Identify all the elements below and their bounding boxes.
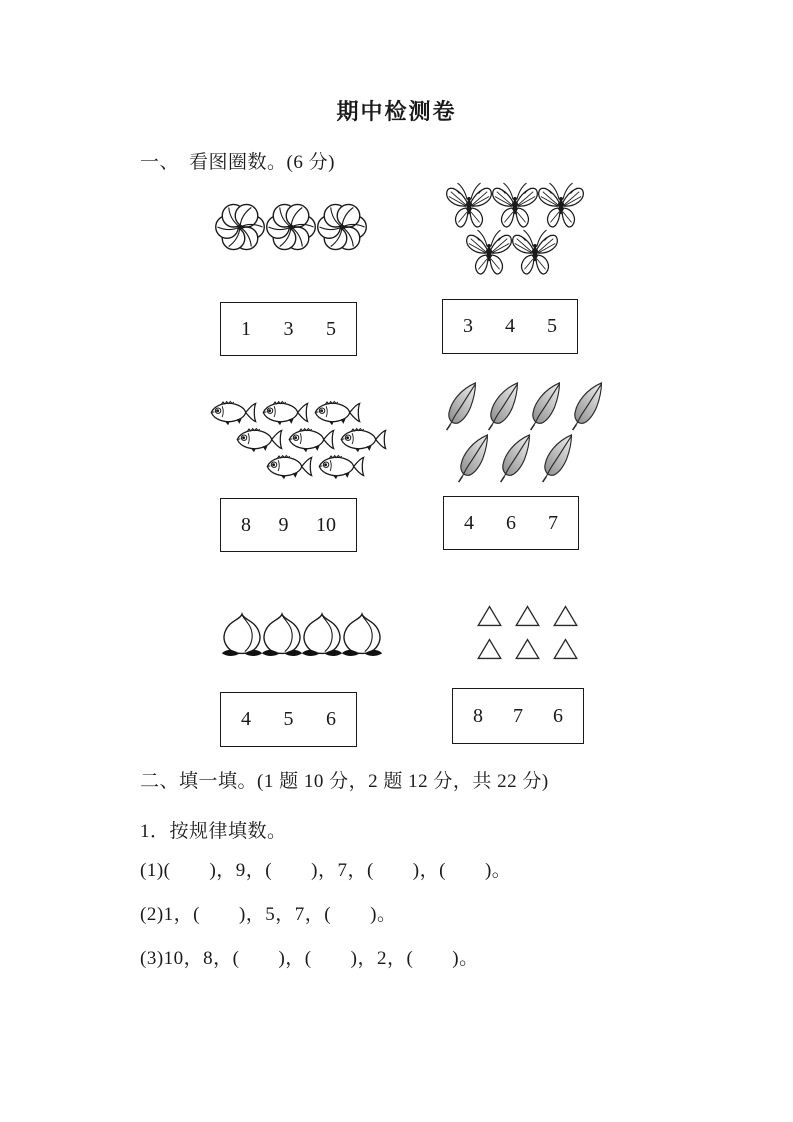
option-number: 1 bbox=[241, 317, 251, 340]
fish-icon bbox=[208, 398, 258, 427]
leaves-row bbox=[454, 433, 610, 483]
fish-icon bbox=[260, 398, 310, 427]
picture-peaches bbox=[221, 606, 381, 666]
fish-icon bbox=[234, 425, 284, 454]
picture-triangles bbox=[476, 604, 590, 661]
leaf-icon bbox=[442, 381, 482, 431]
option-number: 6 bbox=[506, 511, 516, 534]
option-number: 4 bbox=[241, 708, 251, 730]
peach-icon bbox=[261, 606, 303, 666]
question-1-label: 1．按规律填数。 bbox=[140, 821, 287, 842]
peach-icon bbox=[341, 606, 383, 666]
option-number: 5 bbox=[326, 317, 336, 340]
flower-icon bbox=[265, 199, 317, 255]
fish-icon bbox=[286, 425, 336, 454]
triangle-icon bbox=[476, 604, 503, 628]
fish-row bbox=[234, 425, 390, 454]
option-number: 8 bbox=[473, 704, 483, 727]
options-box-flowers bbox=[220, 302, 357, 356]
flowers-row bbox=[214, 199, 367, 255]
option-number: 6 bbox=[326, 708, 336, 730]
picture-fish bbox=[208, 398, 390, 481]
option-number: 5 bbox=[547, 315, 557, 337]
butterfly-icon bbox=[511, 229, 559, 281]
option-number: 7 bbox=[548, 511, 558, 534]
fish-row bbox=[208, 398, 390, 427]
picture-butterflies bbox=[445, 182, 583, 281]
option-number: 8 bbox=[241, 513, 251, 536]
option-number: 10 bbox=[316, 513, 336, 536]
option-number: 3 bbox=[463, 315, 473, 337]
picture-flowers bbox=[214, 199, 367, 255]
options-box-peaches bbox=[220, 692, 357, 747]
triangle-icon bbox=[514, 637, 541, 661]
triangle-icon bbox=[552, 637, 579, 661]
butterflies-row bbox=[465, 229, 583, 281]
options-box-triangles bbox=[452, 688, 584, 744]
option-number: 9 bbox=[278, 513, 289, 536]
option-number: 4 bbox=[464, 511, 474, 534]
butterfly-icon bbox=[465, 229, 513, 281]
option-number: 6 bbox=[553, 704, 563, 727]
fish-icon bbox=[264, 452, 314, 481]
leaves-row bbox=[442, 381, 610, 431]
pattern-line-3: (3)10，8，( )，( )，2，( )。 bbox=[140, 948, 479, 969]
option-number: 4 bbox=[505, 315, 515, 337]
section-2-heading: 二、填一填。(1 题 10 分，2 题 12 分，共 22 分) bbox=[140, 771, 549, 792]
triangle-icon bbox=[476, 637, 503, 661]
triangles-row bbox=[476, 604, 590, 628]
pattern-line-1: (1)( )，9，( )，7，( )，( )。 bbox=[140, 860, 512, 881]
butterfly-icon bbox=[491, 182, 539, 234]
options-box-leaves bbox=[443, 496, 579, 550]
fish-icon bbox=[312, 398, 362, 427]
triangles-row bbox=[476, 637, 590, 661]
option-number: 5 bbox=[283, 708, 294, 730]
leaf-icon bbox=[496, 433, 536, 483]
peaches-row bbox=[221, 606, 381, 666]
picture-leaves bbox=[442, 381, 610, 483]
triangle-icon bbox=[552, 604, 579, 628]
page-title: 期中检测卷 bbox=[336, 99, 457, 124]
leaf-icon bbox=[568, 381, 608, 431]
section-1-heading: 一、 看图圈数。(6 分) bbox=[140, 152, 335, 173]
flower-icon bbox=[316, 199, 368, 255]
options-box-fish bbox=[220, 498, 357, 552]
leaf-icon bbox=[526, 381, 566, 431]
leaf-icon bbox=[538, 433, 578, 483]
triangle-icon bbox=[514, 604, 541, 628]
peach-icon bbox=[221, 606, 263, 666]
butterflies-row bbox=[445, 182, 583, 234]
fish-icon bbox=[316, 452, 366, 481]
fish-row bbox=[264, 452, 390, 481]
butterfly-icon bbox=[537, 182, 585, 234]
leaf-icon bbox=[484, 381, 524, 431]
butterfly-icon bbox=[445, 182, 493, 234]
options-box-butterflies bbox=[442, 299, 578, 354]
option-number: 7 bbox=[513, 704, 523, 727]
leaf-icon bbox=[454, 433, 494, 483]
peach-icon bbox=[301, 606, 343, 666]
fish-icon bbox=[338, 425, 388, 454]
flower-icon bbox=[214, 199, 266, 255]
option-number: 3 bbox=[283, 317, 294, 340]
pattern-line-2: (2)1，( )，5，7，( )。 bbox=[140, 904, 397, 925]
